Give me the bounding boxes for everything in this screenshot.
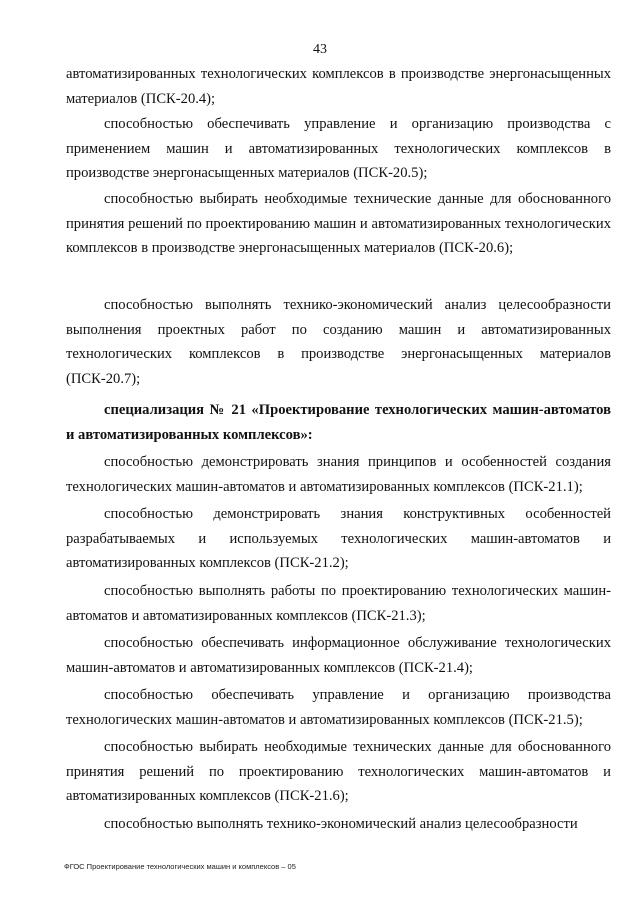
paragraph-psk-21-7-start: способностью выполнять технико-экономический анализ целесообразности xyxy=(104,816,578,832)
paragraph-psk-21-1: способностью демонстрировать знания принципов и особенностей создания технологических машин-автоматов и автоматизированных комплексов (ПСК-21.1); xyxy=(66,454,611,495)
specialization-21-heading: специализация № 21 «Проектирование технологических машин-автоматов и автоматизированных комплексов»: xyxy=(66,402,611,443)
paragraph-psk-20-4-continuation: автоматизированных технологических комплексов в производстве энергонасыщенных материалов (ПСК-20.4); xyxy=(66,66,611,107)
page-number: 43 xyxy=(313,42,327,57)
paragraph-psk-21-5: способностью обеспечивать управление и организацию производства технологических машин-автоматов и автоматизированных комплексов (ПСК-21.5); xyxy=(66,687,611,728)
paragraph-psk-21-4: способностью обеспечивать информационное обслуживание технологических машин-автоматов и автоматизированных комплексов (ПСК-21.4); xyxy=(66,635,611,676)
paragraph-psk-21-2: способностью демонстрировать знания конструктивных особенностей разрабатываемых и используемых технологических машин-автоматов и автоматизированных комплексов (ПСК-21.2); xyxy=(66,506,611,572)
page-footer: ФГОС Проектирование технологических машин и комплексов – 05 xyxy=(64,862,296,871)
paragraph-psk-20-7: способностью выполнять технико-экономический анализ целесообразности выполнения проектных работ по созданию машин и автоматизированных технологических комплексов в производстве энергонасыщенных материалов (ПСК-20.7); xyxy=(66,297,611,387)
paragraph-psk-20-6: способностью выбирать необходимые технические данные для обоснованного принятия решений по проектированию машин и автоматизированных технологических комплексов в производстве энергонасыщенных материалов (ПСК-20.6); xyxy=(66,191,611,257)
paragraph-psk-20-5: способностью обеспечивать управление и организацию производства с применением машин и автоматизированных технологических комплексов в производстве энергонасыщенных материалов (ПСК-20.5); xyxy=(66,116,611,182)
paragraph-psk-21-3: способностью выполнять работы по проектированию технологических машин-автоматов и автоматизированных комплексов (ПСК-21.3); xyxy=(66,583,611,624)
paragraph-psk-21-6: способностью выбирать необходимые технических данные для обоснованного принятия решений по проектированию технологических машин-автоматов и автоматизированных комплексов (ПСК-21.6); xyxy=(66,739,611,805)
